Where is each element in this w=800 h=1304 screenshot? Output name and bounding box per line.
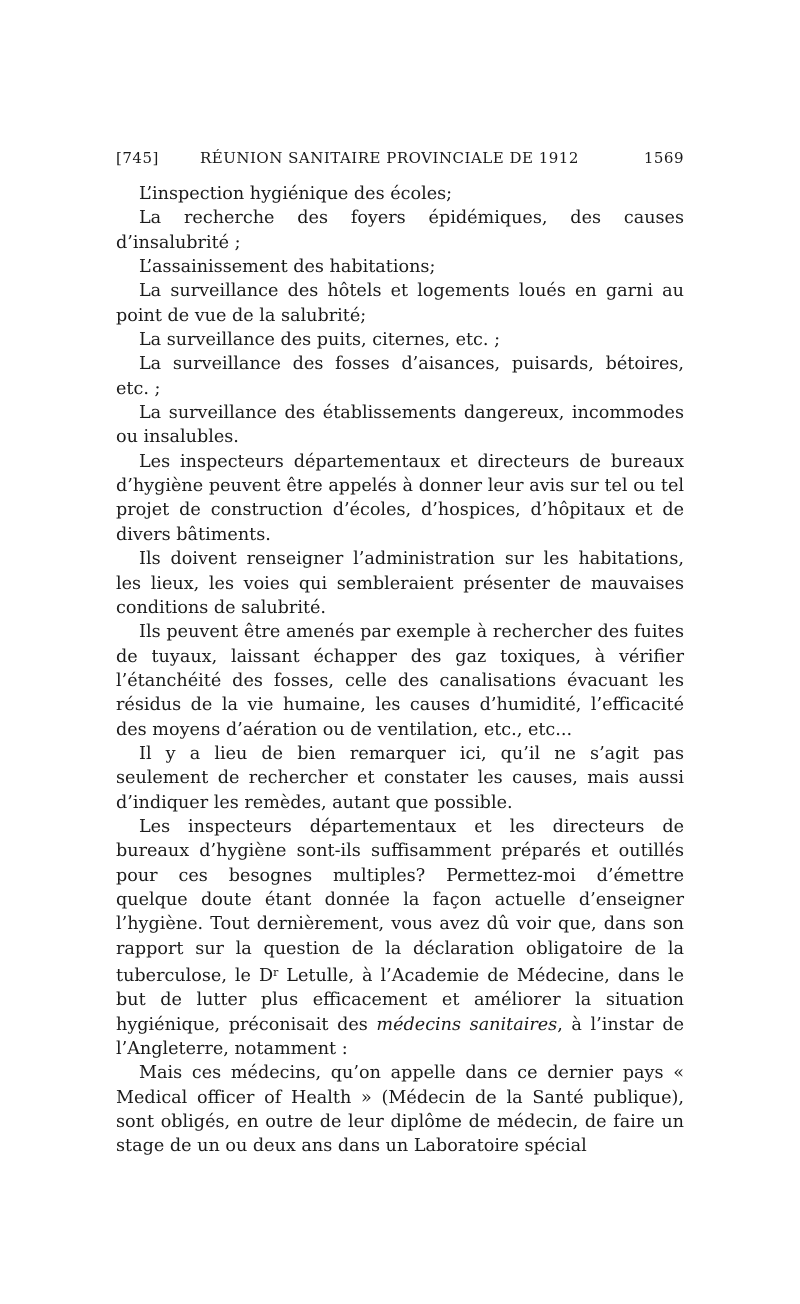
paragraph: La surveillance des hôtels et logements loués en garni au point de vue de la salubrité; bbox=[116, 281, 684, 326]
page bbox=[116, 0, 684, 1304]
paragraph: La surveillance des puits, citernes, etc. ; bbox=[139, 330, 501, 351]
paragraph: Ils doivent renseigner l’administration sur les habitations, les lieux, les voies qui sembleraient présenter de mauvaises conditions de salubrité. bbox=[116, 549, 684, 618]
paragraph: La surveillance des établissements dangereux, incommodes ou insalubles. bbox=[116, 403, 684, 448]
doctor-title-superscript: r bbox=[273, 966, 279, 979]
running-head bbox=[116, 149, 684, 171]
paragraph: L’assainissement des habitations; bbox=[139, 257, 436, 278]
page-number: 1569 bbox=[643, 149, 684, 167]
paragraph-text: Les inspecteurs départementaux et les directeurs de bureaux d’hygiène sont-ils suffisamment préparés et outillés pour ces besognes multiples? Permettez-moi d’émettre quelque doute étant donnée la façon actuelle d’enseigner l’hygiène. Tout dernièrement, vous avez dû voir que, dans son rapport sur la question de la déclaration obligatoire de la tuberculose, le D bbox=[116, 816, 684, 986]
paragraph: Les inspecteurs départementaux et directeurs de bureaux d’hygiène peuvent être appelés à donner leur avis sur tel ou tel projet de construction d’écoles, d’hospices, d’hôpitaux et de divers bâtiments. bbox=[116, 451, 684, 545]
paragraph-text: , à l’instar de l’Angleterre, notamment : bbox=[116, 1014, 685, 1059]
running-title: RÉUNION SANITAIRE PROVINCIALE DE 1912 bbox=[200, 149, 579, 167]
paragraph: L’inspection hygiénique des écoles; bbox=[139, 184, 453, 204]
italic-term: médecins sanitaires bbox=[376, 1014, 558, 1035]
body-text bbox=[116, 182, 684, 1159]
paragraph: Il y a lieu de bien remarquer ici, qu’il ne s’agit pas seulement de rechercher et constater les causes, mais aussi d’indiquer les remèdes, autant que possible. bbox=[116, 743, 684, 813]
paragraph: Mais ces médecins, qu’on appelle dans ce dernier pays « Medical officer of Health » (Médecin de la Santé publique), sont obligés, en outre de leur diplôme de médecin, de faire un stage de un ou deux ans dans un Laboratoire spécial bbox=[116, 1063, 684, 1157]
paragraph-text: Letulle, à l’Academie de Médecine, dans le but de lutter plus efficacement et améliorer la situation hygiénique, préconisait des bbox=[116, 965, 684, 1035]
paragraph: La recherche des foyers épidémiques, des causes d’insalubrité ; bbox=[116, 208, 684, 253]
page-reference: [745] bbox=[116, 149, 159, 167]
paragraph-letulle bbox=[116, 815, 684, 1061]
paragraph: La surveillance des fosses d’aisances, puisards, bétoires, etc. ; bbox=[116, 354, 684, 399]
paragraph: Ils peuvent être amenés par exemple à rechercher des fuites de tuyaux, laissant échapper des gaz toxiques, à vérifier l’étanchéité des fosses, celle des canalisations évacuant les résidus de la vie humaine, les causes d’humidité, l’efficacité des moyens d’aération ou de ventilation, etc., etc... bbox=[116, 622, 684, 740]
